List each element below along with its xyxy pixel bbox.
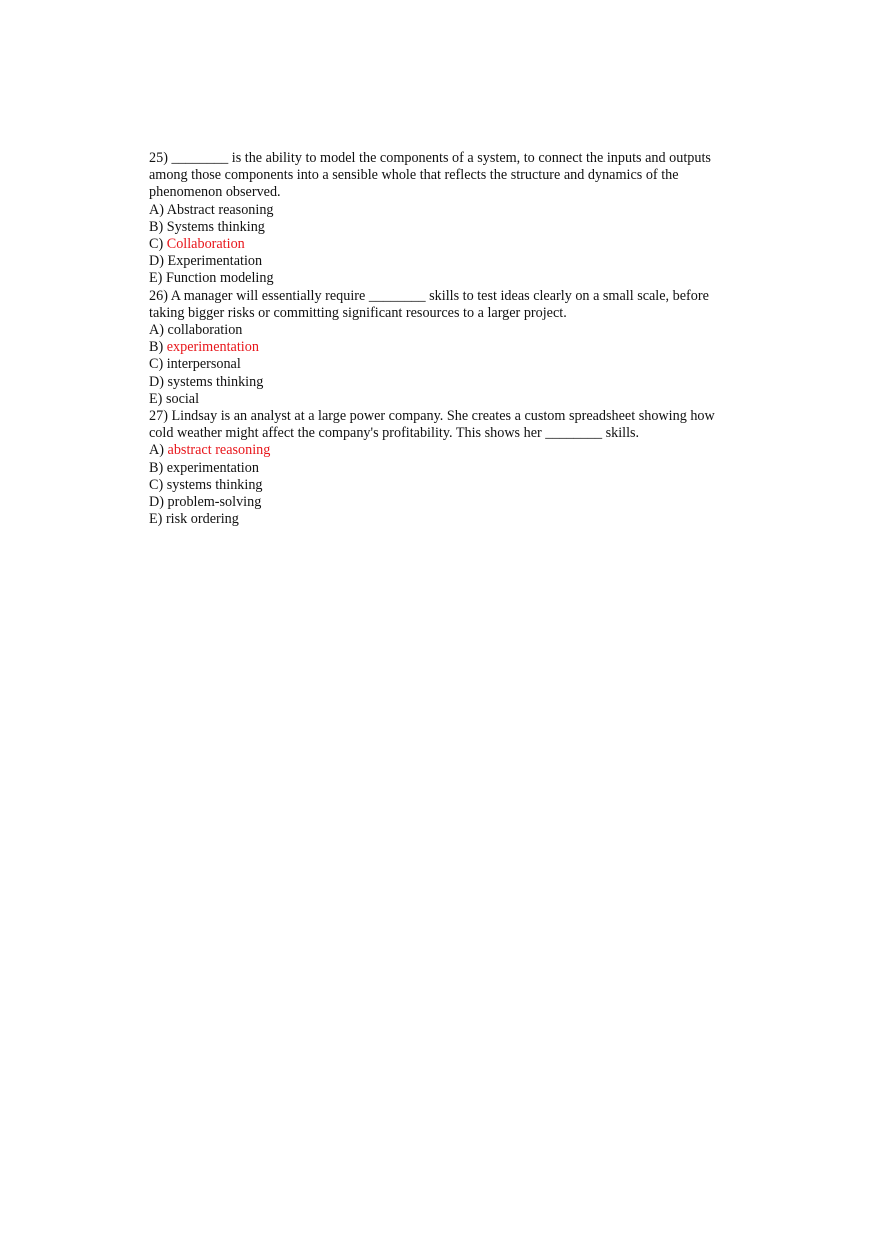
option-text: Abstract reasoning [166, 201, 274, 218]
option-letter: B) [149, 459, 164, 476]
option-text: social [165, 390, 200, 407]
option-letter: E) [149, 511, 163, 528]
option-letter: D) [149, 494, 164, 511]
answer-option [149, 477, 724, 494]
correct-answer-text: experimentation [166, 339, 259, 356]
answer-option [149, 460, 724, 477]
answer-option [149, 202, 724, 219]
option-letter: D) [149, 373, 164, 390]
answer-option-correct [149, 339, 724, 356]
option-text: systems thinking [166, 476, 263, 493]
answer-option [149, 511, 724, 528]
question-number: 27) [149, 408, 168, 425]
option-letter: D) [149, 253, 164, 270]
option-letter: C) [149, 356, 164, 373]
option-letter: C) [149, 236, 164, 253]
answer-option-correct [149, 236, 724, 253]
option-letter: C) [149, 476, 164, 493]
question-text [149, 150, 724, 202]
answer-option [149, 374, 724, 391]
question-stem: Lindsay is an analyst at a large power company. She creates a custom spreadsheet showing how cold weather might affect the company's profitability. This shows her ________ skills. [149, 408, 715, 442]
question-stem: ________ is the ability to model the components of a system, to connect the inputs and outputs among those components into a sensible whole that reflects the structure and dynamics of the phenomenon observed. [149, 150, 711, 201]
option-letter: A) [149, 201, 164, 218]
answer-option [149, 391, 724, 408]
question-list [149, 150, 724, 528]
option-text: Systems thinking [166, 218, 265, 235]
option-text: experimentation [166, 459, 259, 476]
correct-answer-text: Collaboration [166, 236, 245, 253]
option-text: systems thinking [167, 373, 264, 390]
answer-option-correct [149, 442, 724, 459]
answer-option [149, 356, 724, 373]
option-letter: A) [149, 442, 164, 459]
question-text [149, 288, 724, 322]
option-text: collaboration [167, 322, 243, 339]
question-stem: A manager will essentially require ________ skills to test ideas clearly on a small scale, before taking bigger risks or committing significant resources to a larger project. [149, 287, 709, 321]
question-number: 25) [149, 150, 168, 166]
correct-answer-text: abstract reasoning [167, 442, 271, 459]
answer-option [149, 270, 724, 287]
option-letter: E) [149, 270, 163, 287]
option-letter: A) [149, 322, 164, 339]
option-text: Experimentation [167, 253, 263, 270]
option-letter: E) [149, 390, 163, 407]
option-text: Function modeling [165, 270, 274, 287]
option-letter: B) [149, 218, 164, 235]
question-block [149, 288, 724, 408]
question-number: 26) [149, 287, 168, 304]
answer-option [149, 253, 724, 270]
question-block [149, 150, 724, 288]
question-block [149, 408, 724, 528]
answer-option [149, 322, 724, 339]
option-text: problem-solving [167, 494, 262, 511]
answer-option [149, 494, 724, 511]
option-text: interpersonal [166, 356, 241, 373]
option-letter: B) [149, 339, 164, 356]
option-text: risk ordering [165, 511, 239, 528]
answer-option [149, 219, 724, 236]
question-text [149, 408, 724, 442]
